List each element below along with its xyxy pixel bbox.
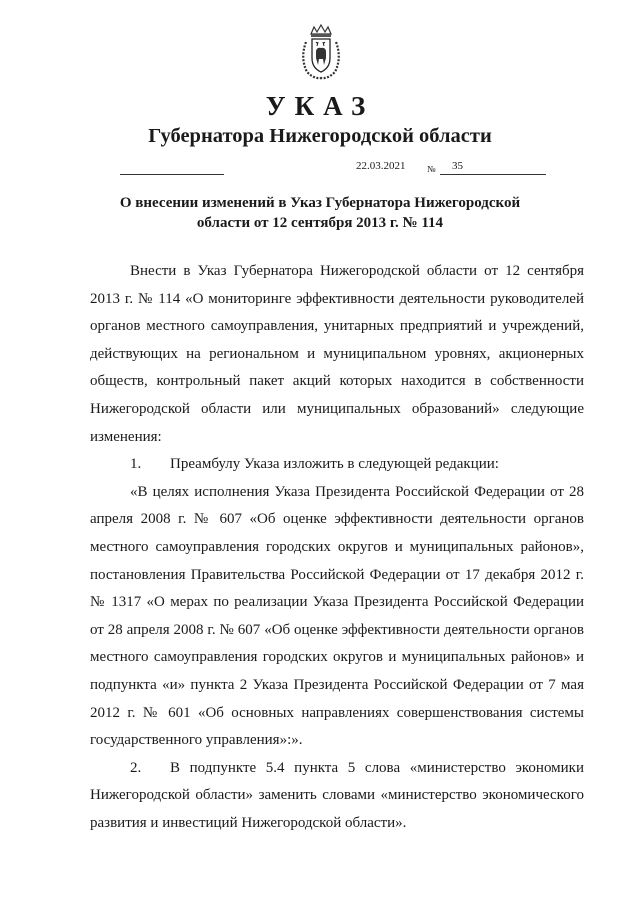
item-number: 2. [130,759,142,776]
number-sign: № [427,164,436,174]
heading-line-1: О внесении изменений в Указ Губернатора Нижегородской [119,195,521,211]
list-item [90,451,584,479]
document-body [90,258,584,837]
issuer-title: Губернатора Нижегородской области [148,125,492,147]
coat-of-arms-icon [298,24,344,80]
document-type-title: УКАЗ [265,91,375,121]
heading-line-2: области от 12 сентября 2013 г. № 114 [196,215,444,231]
item-number: 1. [130,456,142,473]
intro-paragraph: Внести в Указ Губернатора Нижегородской области от 12 сентября 2013 г. № 114 «О мониторинге эффективности деятельности руководителей органов местного самоуправления, унитарных предприятий и учреждений, действующих на региональном и муниципальном уровнях, акционерных обществ, контрольный пакет акций которых находится в собственности Нижегородской области или муниципальных образований» следующие изменения: [90,263,584,445]
number-underline [440,174,546,175]
item-text: В подпункте 5.4 пункта 5 слова «министерство экономики Нижегородской области» заменить словами «министерство экономического развития и инвестиций Нижегородской области». [90,759,584,831]
list-item [90,755,584,838]
document-date: 22.03.2021 [356,160,406,172]
item-text: Преамбулу Указа изложить в следующей редакции: [170,456,499,473]
document-heading [100,193,540,233]
quoted-preamble: «В целях исполнения Указа Президента Российской Федерации от 28 апреля 2008 г. № 607 «Об оценке эффективности деятельности органов местного самоуправления городских округов и муниципальных районов», постановления Правительства Российской Федерации от 17 декабря 2012 г. № 1317 «О мерах по реализации Указа Президента Российской Федерации от 28 апреля 2008 г. № 607 «Об оценке эффективности деятельности органов местного самоуправления городских округов и муниципальных районов» и подпункта «и» пункта 2 Указа Президента Российской Федерации от 7 мая 2012 г. № 601 «Об основных направлениях совершенствования системы государственного управления»:». [90,483,584,749]
registration-blank-line [120,174,224,175]
document-number: 35 [452,160,463,172]
